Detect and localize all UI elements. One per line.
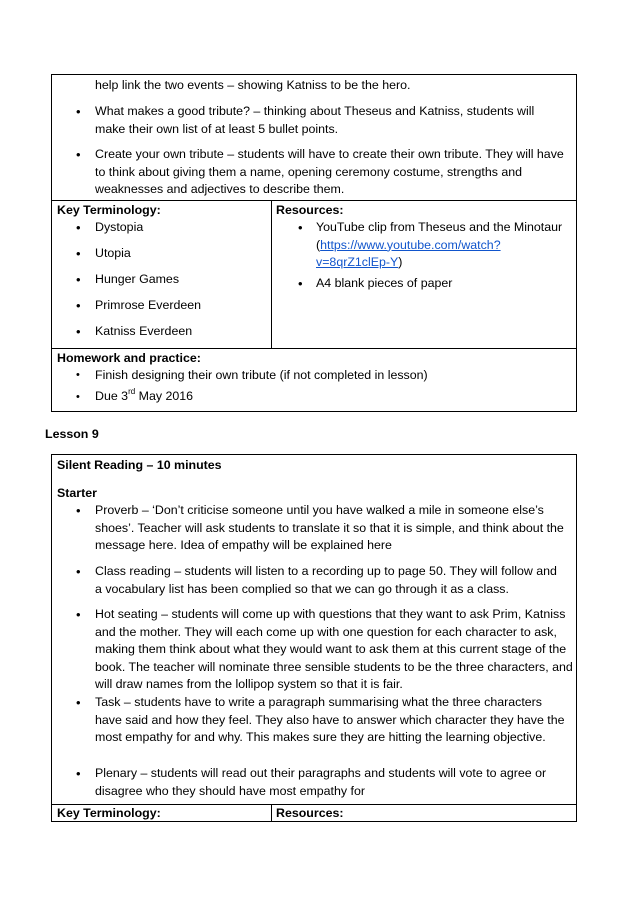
due-date-ordinal: rd (128, 386, 136, 396)
activity-bullet: What makes a good tribute? – thinking about Theseus and Katniss, students will make their own list of at least 5 bullet points. (95, 104, 535, 136)
key-term: Hunger Games (95, 272, 180, 286)
due-date-suffix: May 2016 (135, 389, 194, 403)
bullet-icon: • (76, 695, 81, 710)
resource-item (316, 219, 574, 272)
homework-item (95, 388, 193, 406)
homework-heading: Homework and practice: (57, 351, 201, 365)
silent-reading-heading: Silent Reading – 10 minutes (57, 458, 222, 472)
bullet-icon: • (76, 324, 81, 339)
column-divider (271, 804, 272, 821)
bullet-icon: • (76, 607, 81, 622)
bullet-icon: • (76, 147, 81, 162)
key-terminology-heading: Key Terminology: (57, 203, 161, 217)
due-date-prefix: Due 3 (95, 389, 129, 403)
bullet-icon: • (76, 391, 80, 403)
continuation-text: help link the two events – showing Katniss to be the hero. (95, 78, 411, 92)
activity-bullet: Create your own tribute – students will have to create their own tribute. They will have to think about giving them a name, opening ceremony costume, strengths and weaknesses and adjectives to describe them. (95, 147, 564, 196)
bullet-icon: • (76, 246, 81, 261)
bullet-icon: • (298, 276, 303, 291)
resources-heading: Resources: (276, 806, 344, 820)
youtube-link[interactable]: https://www.youtube.com/watch?v=8qrZ1clEp-Y (316, 237, 501, 269)
key-term: Primrose Everdeen (95, 298, 202, 312)
lesson-plan-table-lesson-9 (51, 454, 577, 822)
resources-heading: Resources: (276, 203, 344, 217)
column-divider (271, 200, 272, 348)
key-term: Katniss Everdeen (95, 324, 193, 338)
lesson-title: Lesson 9 (45, 427, 99, 441)
row-divider (52, 200, 576, 201)
lesson-plan-table-top (51, 74, 577, 412)
activity-bullet: Proverb – ‘Don’t criticise someone until you have walked a mile in someone else’s shoes’. Teacher will ask students to translate it so that it is simple, and think about the message here. Idea of empathy will be explained here (95, 503, 564, 552)
row-divider (52, 348, 576, 349)
resource-item: A4 blank pieces of paper (316, 276, 453, 290)
bullet-icon: • (298, 220, 303, 235)
bullet-icon: • (76, 766, 81, 781)
bullet-icon: • (76, 503, 81, 518)
resource-text: YouTube clip from Theseus and the Minotaur ( (316, 220, 563, 252)
bullet-icon: • (76, 272, 81, 287)
activity-bullet: Task – students have to write a paragraph summarising what the three characters have said and how they feel. They also have to answer which character they have the most empathy for and why. This makes sure they are hitting the learning objective. (95, 695, 565, 744)
activity-bullet: Class reading – students will listen to a recording up to page 50. They will follow and a vocabulary list has been complied so that we can go through it as a class. (95, 564, 557, 596)
bullet-icon: • (76, 369, 80, 381)
starter-heading: Starter (57, 486, 97, 500)
resource-text-end: ) (398, 255, 403, 269)
bullet-icon: • (76, 298, 81, 313)
key-term: Dystopia (95, 220, 144, 234)
bullet-icon: • (76, 104, 81, 119)
homework-item: Finish designing their own tribute (if not completed in lesson) (95, 368, 428, 382)
activity-bullet: Hot seating – students will come up with questions that they want to ask Prim, Katniss and the mother. They will each come up with one question for each character to ask, making them think about what they would want to ask them at this current stage of the book. The teacher will nominate three sensible students to be the three characters, and will draw names from the lollipop system so that it is fair. (95, 607, 573, 691)
bullet-icon: • (76, 220, 81, 235)
bullet-icon: • (76, 564, 81, 579)
key-term: Utopia (95, 246, 131, 260)
key-terminology-heading: Key Terminology: (57, 806, 161, 820)
activity-bullet: Plenary – students will read out their paragraphs and students will vote to agree or disagree who they should have most empathy for (95, 766, 547, 798)
